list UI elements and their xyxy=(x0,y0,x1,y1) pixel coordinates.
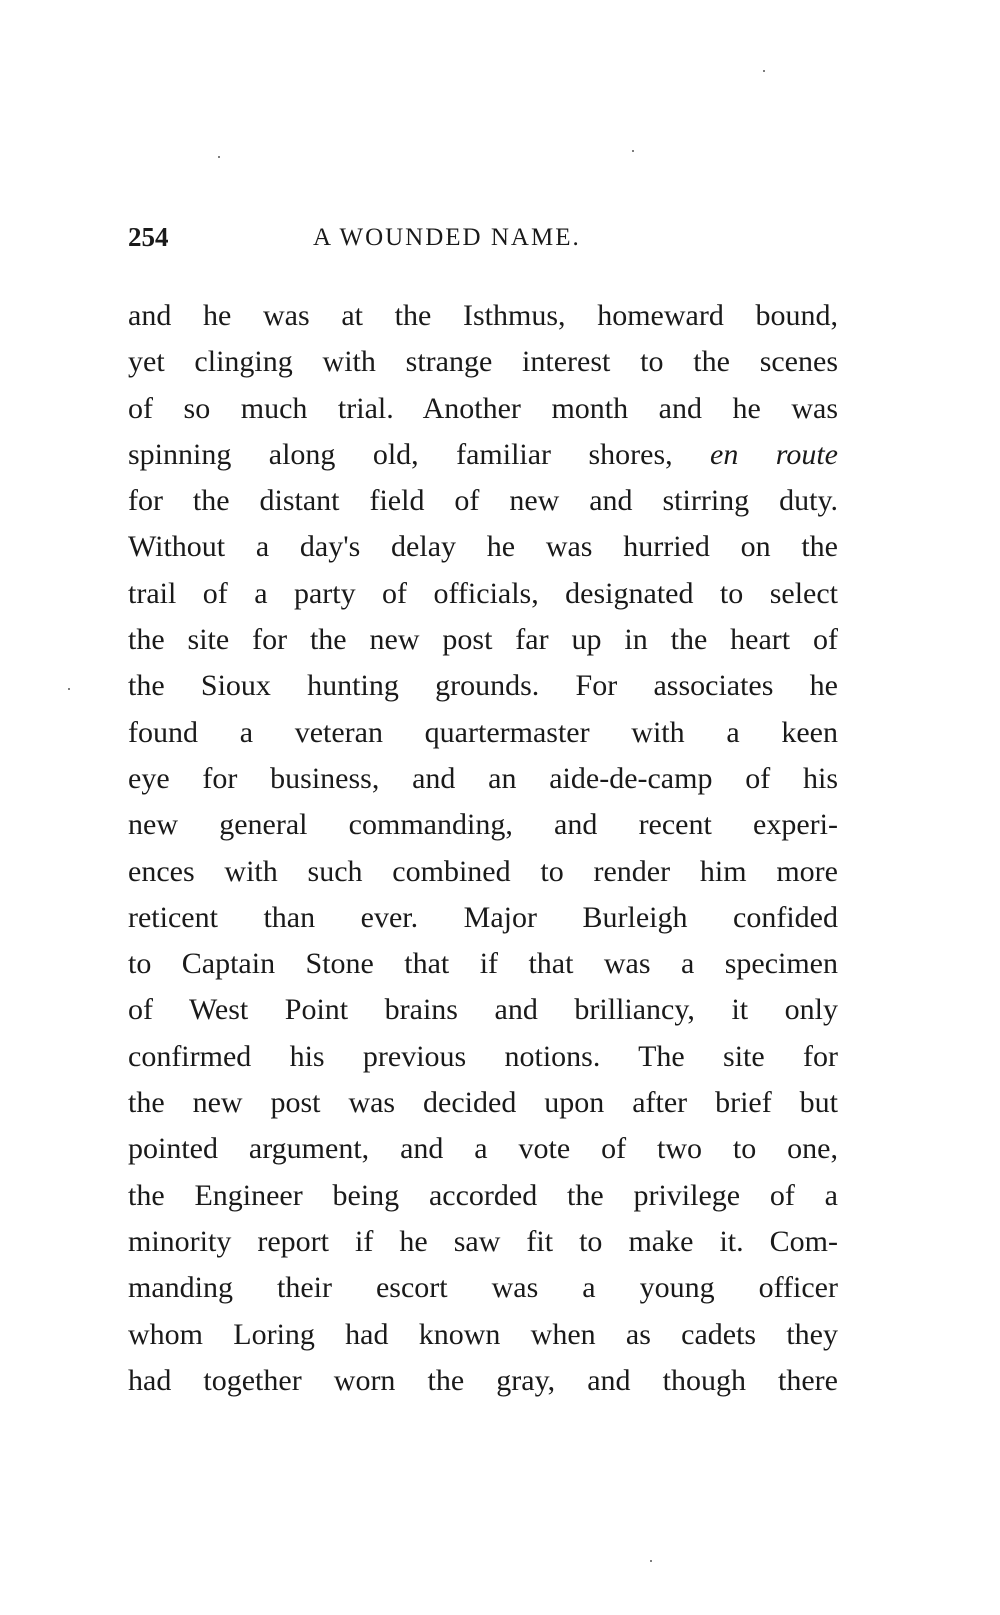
text-line: the new post was decided upon after brief but xyxy=(128,1086,838,1120)
text-line: confirmed his previous notions. The site for xyxy=(128,1039,838,1073)
text-line: and he was at the Isthmus, homeward bound, xyxy=(128,299,838,332)
text-line: found a veteran quartermaster with a keen xyxy=(128,715,838,749)
text-line: for the distant field of new and stirring duty. xyxy=(128,484,838,518)
text-line: new general commanding, and recent experi- xyxy=(128,808,838,842)
text-line: of West Point brains and brilliancy, it only xyxy=(128,993,838,1027)
text-line: spinning along old, familiar shores, en route xyxy=(128,437,838,471)
text-line: yet clinging with strange interest to the scenes xyxy=(128,345,838,379)
text-line: ences with such combined to render him more xyxy=(128,854,838,888)
text-line: eye for business, and an aide-de-camp of his xyxy=(128,761,838,795)
paper-speck xyxy=(650,1560,652,1562)
text-line: pointed argument, and a vote of two to one, xyxy=(128,1132,838,1166)
running-title: A WOUNDED NAME. xyxy=(313,224,581,251)
text-line: the site for the new post far up in the heart of xyxy=(128,623,838,657)
page-header xyxy=(128,222,848,262)
paper-speck xyxy=(218,156,220,158)
paper-speck xyxy=(763,70,765,72)
text-line: minority report if he saw fit to make it. Com- xyxy=(128,1224,838,1258)
text-line: reticent than ever. Major Burleigh confided xyxy=(128,900,838,934)
italic-phrase: en route xyxy=(710,437,838,471)
page-number: 254 xyxy=(128,222,169,252)
text-line: Without a day's delay he was hurried on the xyxy=(128,530,838,564)
paper-speck xyxy=(68,688,70,690)
text-line: had together worn the gray, and though there xyxy=(128,1363,838,1397)
text-line: whom Loring had known when as cadets they xyxy=(128,1317,838,1351)
text-line: trail of a party of officials, designated to select xyxy=(128,576,838,610)
body-text xyxy=(128,293,838,1404)
text-line: the Engineer being accorded the privilege of a xyxy=(128,1178,838,1212)
text-line: manding their escort was a young officer xyxy=(128,1271,838,1305)
paper-speck xyxy=(632,150,634,152)
text-line: to Captain Stone that if that was a specimen xyxy=(128,947,838,981)
text-line: the Sioux hunting grounds. For associates he xyxy=(128,669,838,703)
text-line: of so much trial. Another month and he was xyxy=(128,391,838,425)
